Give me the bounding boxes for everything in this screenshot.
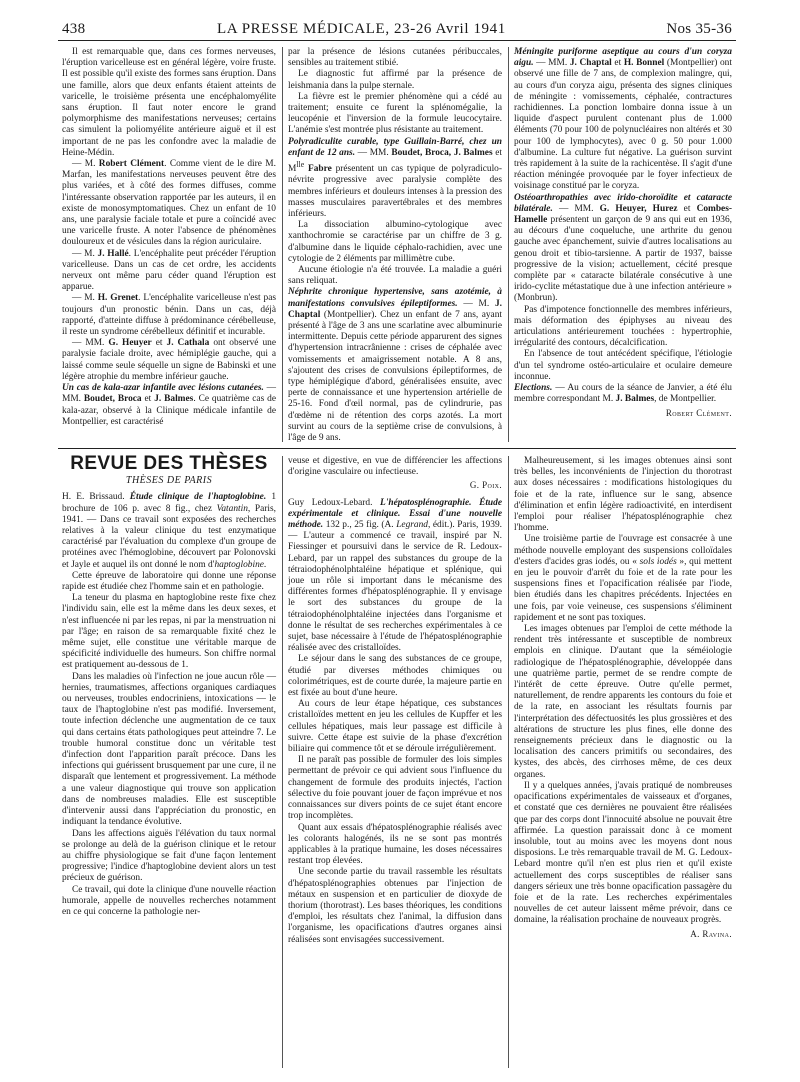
author-name: J. Balmes <box>154 394 194 405</box>
text-run: (Montpellier) ont observé une fille de 7 ans, de complexion malingre, qui, au cours d'un coryza aigu, présenta des signes cliniques de méningite : vomissements, céphalée, contractures rachidiennes. La ponction lombaire donna issue à un liquide d'aspect purulent contenant plus de 1.000 éléments (70 pour 100 de polynucléaires non altérés et 30 pour 100 de lymphocytes), avec 0 g. 50 pour 1.000 d'albumine. La culture fut négative. La guérison survint très rapidement à la suite de la rachicentèse. Il s'agit d'une réaction méningée provoquée par le foyer infectieux de voisinage constitué par le coryza. <box>514 58 732 192</box>
paragraph <box>62 293 276 338</box>
paragraph <box>288 755 502 822</box>
paragraph <box>288 265 502 287</box>
text-run: Le diagnostic fut affirmé par la présence de leishmania dans la pulpe sternale. <box>288 69 502 91</box>
text-run: Le séjour dans le sang des substances de ce groupe, étudié par diverses méthodes chimiques ou colorimétriques, est de courte durée, la majeure partie en est fixée au bout d'une heure. <box>288 654 502 699</box>
author-name: Boudet, Broca <box>83 394 142 405</box>
author-name: G. Heuyer <box>108 338 152 349</box>
text-run: . <box>263 559 267 570</box>
text-run: Il ne paraît pas possible de formuler des lois simples permettant de prévoir ce qui advient sous l'influence du changement de formule des produits injectés, l'action sélective du foie pouvant jouer de façon imprévue et nos connaissances sur divers points de ce sujet étant encore trop incomplètes. <box>288 755 502 822</box>
bottom-column-3 <box>514 456 732 940</box>
paragraph <box>514 781 732 927</box>
text-run: Guy Ledoux-Lebard. <box>288 497 381 508</box>
section-heading: Elections. <box>514 383 553 394</box>
section-heading: L'hépatosplénographie. Étude expérimentale et clinique. Essai d'une nouvelle méthode. <box>288 497 502 531</box>
text-run: — M. <box>457 298 495 309</box>
text-run: — MM. <box>533 58 570 69</box>
text-run: et M <box>288 147 502 175</box>
paragraph <box>62 383 276 428</box>
author-name: J. Chaptal <box>288 298 502 320</box>
paragraph <box>288 498 502 655</box>
paragraph <box>288 654 502 699</box>
text-run: présentent un cas typique de polyradiculo-névrite progressive avec paralysie complète des membres inférieurs et douleurs intenses à la pression des masses musculaires paravertébrales et des membres inférieurs. <box>288 164 502 219</box>
text-run: et <box>677 203 697 214</box>
text-run: — M. <box>72 248 98 259</box>
author-name: Boudet, Broca, J. Balmes <box>391 147 493 158</box>
text-run: Ce travail, qui dote la clinique d'une nouvelle réaction humorale, appelle de nouvelles recherches notamment en ce qui concerne la pathologie ner- <box>62 884 276 917</box>
paragraph <box>514 534 732 624</box>
text-run: — MM. <box>72 338 109 349</box>
section-heading: Étude clinique de l'haptoglobine. <box>129 492 267 503</box>
author-name: Combes-Hamelle <box>514 203 732 226</box>
text-run: Une seconde partie du travail rassemble les résultats d'hépatosplénographies obtenues par l'injection de métaux en suspension et en particulier de dioxyde de thorium (thorotrast). Les bases théoriques, les conditions d'emploi, les résultats chez l'animal, la diffusion dans l'organisme, les opacifications d'autres organes ainsi réalisées sont envisagées successivement. <box>288 867 502 945</box>
text-run: . L'encéphalite peut précéder l'éruption varicelleuse. Dans un cas de cet ordre, les accidents nerveux ont même paru céder quand l'éruption est apparue. <box>62 248 276 293</box>
text-run: et <box>151 338 167 349</box>
author-signature: A. Ravina. <box>690 928 732 939</box>
text-run: , Paris, 1941. — Dans ce travail sont exposées des recherches relatives à la valeur clinique du test enzymatique caractérisé par l'évaluation du complexe d'un groupe de protéines avec l'hémoglobine, découvert par Polonovski et Jayle et auquel ils ont donné le nom d' <box>62 503 277 570</box>
section-heading: Polyradiculite curable, type Guillain-Barré, chez un enfant de 12 ans. <box>288 136 502 158</box>
paragraph <box>62 571 276 593</box>
text-run: Aucune étiologie n'a été trouvée. La maladie a guéri sans reliquat. <box>288 264 502 287</box>
text-run: La teneur du plasma en haptoglobine reste fixe chez l'individu sain, elle est la même dans les deux sexes, et n'est influencée ni par les repas, ni par la menstruation ni par l'âge; en raison de sa remarquable fixité chez le même sujet, elle constitue une véritable marque de spécificité individuelle des humeurs. Son chiffre normal est pratiquement au-dessous de 1. <box>62 593 276 671</box>
column-divider <box>508 47 509 442</box>
top-column-2 <box>288 47 502 444</box>
author-name: Fabre <box>307 164 332 175</box>
text-run: Cette épreuve de laboratoire qui donne une réponse rapide est étudiée chez l'homme sain et en pathologie. <box>62 570 276 593</box>
paragraph <box>288 47 502 69</box>
text-run: lle <box>296 160 305 170</box>
paragraph <box>288 823 502 868</box>
paragraph <box>288 220 502 265</box>
text-run: En l'absence de tout antécédent spécifique, l'étiologie d'un tel syndrome ostéo-articulaire et oculaire demeure inconnue. <box>514 349 732 382</box>
text-run: — MM. <box>552 203 600 214</box>
text-run: et <box>141 394 155 405</box>
paragraph <box>62 159 276 249</box>
text-run: Les images obtenues par l'emploi de cette méthode la rendent très intéressante et susceptible de nombreux emplois en clinique. D'autant que la séméiologie radiologique de l'hépatosplénographie, développée dans une quatrième partie, permet de se rendre compte de l'intérêt de cette épreuve. Outre qu'elle permet, naturellement, de rendre apparents les contours du foie et de la rate, en associant les résultats fournis par l'interprétation des défectuosités les plus grossières et des altérations de structure les plus fines, elle donne des renseignements précieux dans le diagnostic ou la localisation des cancers primitifs ou secondaires, des kystes, des abcès, des cirrhoses même, de ces deux organes. <box>514 624 732 780</box>
paragraph <box>514 383 732 405</box>
paragraph <box>514 624 732 781</box>
paragraph <box>288 867 502 945</box>
paragraph <box>62 249 276 294</box>
text-run: Une troisième partie de l'ouvrage est consacrée à une méthode nouvelle employant des suspensions colloïdales d'esters d'acides gras iodés, ou « <box>514 534 732 567</box>
text-run: par la présence de lésions cutanées péribuccales, sensibles au traitement stibié. <box>288 47 502 69</box>
paragraph <box>288 456 502 478</box>
paragraph <box>288 137 502 221</box>
text-run: Au cours de leur étape hépatique, ces substances cristalloïdes mettent en jeu les cellules de Kupffer et les cellules hépatiques, mais leur passage est difficile à suivre. Cette étape est suivie de la phase d'excrétion biliaire qui commence tôt et se déroule irrégulièrement. <box>288 699 502 755</box>
issue-date: , 23-26 Avril 1941 <box>385 21 506 37</box>
text-run: veuse et digestive, en vue de différencier les affections d'origine vasculaire ou infectieuse. <box>288 456 502 478</box>
paragraph <box>514 47 732 193</box>
bottom-column-1 <box>62 453 277 918</box>
text-run: . Comme vient de le dire M. Marfan, les manifestations nerveuses peuvent être des plus variées, et à côté des formes diffuses, comme l'intéressante observation rapportée par les auteurs, il en existe de monosymptomatiques. Chez un enfant de 10 ans, une paralysie faciale totale et pure a coïncidé avec une varicelle fruste. A noter l'absence de phénomènes douloureux et de vésicules dans la région auriculaire. <box>62 159 276 248</box>
journal-title <box>217 21 506 38</box>
top-column-3 <box>514 47 732 419</box>
text-run: . Ce quatrième cas de kala-azar, observé à la Clinique médicale infantile de Montpellier, est caractérisé <box>62 394 276 427</box>
author-name: J. Balmes <box>615 394 655 405</box>
text-run: H. E. Brissaud. <box>62 492 130 503</box>
paragraph <box>514 456 732 534</box>
section-heading: Un cas de kala-azar infantile avec lésions cutanées. <box>62 383 264 394</box>
paragraph <box>288 69 502 91</box>
section-rule <box>58 448 736 449</box>
section-heading: Méningite puriforme aseptique au cours d'un coryza aigu. <box>514 47 732 69</box>
journal-name: LA PRESSE MÉDICALE <box>217 21 386 37</box>
subsection-title: THÈSES DE PARIS <box>125 475 213 487</box>
thesis-review-brissaud <box>62 492 276 918</box>
text-run: ont observé une paralysie faciale droite, avec hémiplégie gauche, qui a laissé comme seule séquelle un signe de Babinski et une légère atrophie du membre inférieur gauche. <box>62 338 277 382</box>
column-divider <box>508 456 509 1068</box>
section-heading: Néphrite chronique hypertensive, sans azotémie, à manifestations convulsives épileptiformes. <box>288 287 502 309</box>
text-run: haptoglobine <box>214 559 264 570</box>
paragraph <box>288 287 502 444</box>
text-run: (Montpellier). Chez un enfant de 7 ans, ayant présenté à l'âge de 3 ans une scarlatine avec albuminurie intermittente. Depuis cette période apparurent des signes d'hypertension intracrânienne : crises de céphalée avec vomissements et amaigrissement notable. A 8 ans, s'ajoutent des crises de convulsions épileptiformes, de type hémiplégique d'abord, généralisées ensuite, avec perte de connaissance et une hypertension artérielle de 25-16. Fond d'œil normal, pas de cylindrurie, pas d'œdème ni de rétention des corps azotés. La mort survint au cours de la septième crise de convulsions, à l'âge de 9 ans. <box>288 309 502 444</box>
text-run: Malheureusement, si les images obtenues ainsi sont très belles, les inconvénients de l'injection du thorotrast aux doses nécessaires : modifications histologiques du foie et de la rate, influence sur le sang, absence d'élimination et enfin légère radioactivité, en interdisent l'emploi pour réaliser l'hépatosplénographie chez l'homme. <box>514 456 732 534</box>
author-name: J. Hallé <box>97 248 129 259</box>
text-run: présentent un garçon de 9 ans qui eut en 1936, au décours d'une coqueluche, une arthrite du genou gauche avec épanchement, suivie d'autres localisations au genou droit et tibio-tarsienne. A partir de 1937, baisse progressive de la vision; actuellement, cécité presque complète par « cataracte bilatérale consécutive à une irido-cyclite métastatique due à une infection antérieure » (Monbrun). <box>514 215 732 304</box>
text-run: Quant aux essais d'hépatosplénographie réalisés avec les colorants halogénés, ils ne se sont pas montrés applicables à la pratique humaine, les doses nécessaires restant trop élevées. <box>288 822 502 867</box>
paragraph <box>62 829 276 885</box>
text-run: — Au cours de la séance de Janvier, a été élu membre correspondant M. <box>514 383 732 405</box>
text-run: Dans les maladies où l'infection ne joue aucun rôle — hernies, traumatismes, affections organiques cardiaques ou nerveuses, troubles endocriniens, intoxications — le taux de l'haptoglobine n'est pas modifié. Inversement, toute infection déclenche une augmentation de ce taux qui dans certains états pathologiques peut atteindre 7. Le trouble humoral constitue donc un véritable test d'infection dont l'apparition paraît précoce. Dans les infections qui guérissent brusquement par une cure, il ne disparaît que lentement et progressivement. La méthode a une valeur diagnostique qui trouve son application dans de nombreuses maladies. Elle est susceptible d'intervenir aussi dans l'appréciation du pronostic, en indiquant la tendance évolutive. <box>62 671 276 828</box>
text-run: La dissociation albumino-cytologique avec xanthochromie se caractérise par un chiffre de 3 g. d'albumine dans le liquide céphalo-rachidien, avec une cytologie de 2 éléments par millimètre cube. <box>288 220 502 264</box>
paragraph <box>514 305 732 350</box>
text-run: , de Montpellier. <box>654 394 717 405</box>
text-run: 132 p., 25 fig. (A. <box>323 520 397 531</box>
text-run: — MM. <box>62 383 277 405</box>
text-run: La fièvre est le premier phénomène qui a cédé au traitement; ensuite ce furent la splénomégalie, la leucopénie et l'inversion de la formule leucocytaire. L'anémie s'est montrée plus résistante au traitement. <box>288 91 502 136</box>
column-divider <box>282 456 283 1068</box>
author-name: Robert Clément <box>98 159 165 170</box>
text-run: Dans les affections aiguës l'élévation du taux normal se prolonge au delà de la guérison clinique et le retour au chiffre physiologique se fait d'une façon lentement progressive; l'indice d'haptoglobine devient alors un test précieux de guérison. <box>62 828 276 884</box>
paragraph <box>62 492 276 570</box>
text-run: — MM. <box>355 147 392 158</box>
issue-number: Nos 35-36 <box>666 21 732 37</box>
text-run: , édit.). Paris, 1939. — L'auteur a commencé ce travail, inspiré par N. Fiessinger et poursuivi dans le service de R. Ledoux-Lebard, par un rappel des substances du groupe de la tétraiodophénolphtaléine hépatique et splénique, qui joue un rôle si important dans le mécanisme des différentes formes d'hépatosplénographie. Il y envisage le sort des substances du groupe de la tétraiodophénolphtaléine injectées dans l'organisme et donne le résultat de ses recherches expérimentales à ce sujet, base nécessaire à l'étude de l'hépatosplénographie réalisée avec des cristalloïdes. <box>288 520 502 654</box>
author-signature: G. Poix. <box>469 480 502 491</box>
paragraph <box>288 699 502 755</box>
author-name: J. Chaptal <box>569 58 612 69</box>
bottom-column-2 <box>288 456 502 946</box>
text-run: . L'encéphalite varicelleuse n'est pas toujours d'un pronostic bénin. Dans un cas, déjà rapporté, d'atteinte diffuse à prédominance cérébelleuse, il reste un syndrome cérébelleux définitif et incurable. <box>62 293 276 338</box>
top-column-1 <box>62 47 276 428</box>
section-title: REVUE DES THÈSES <box>70 453 268 474</box>
text-run: — M. <box>72 293 98 304</box>
author-name: J. Cathala <box>166 338 210 349</box>
author-signature: Robert Clément. <box>665 407 732 418</box>
paragraph <box>62 593 276 671</box>
text-run: Il y a quelques années, j'avais pratiqué de nombreuses opacifications expérimentales de vaisseaux et d'organes, et constaté que ces dernières ne pouvaient être réalisées que par des corps dont l'innocuité absolue ne pouvait être affirmée. La question paraissait donc à ce moment insoluble, tout au moins avec les moyens dont nous disposions. Le très remarquable travail de M. G. Ledoux-Lebard montre qu'il n'en est plus rien et qu'il existe actuellement des corps susceptibles de réaliser sans dangers sérieux une très bonne opacification passagère du foie et de la rate. Les recherches expérimentales nouvelles de cet auteur laissent même prévoir, dans ce domaine, la réalisation prochaine de nouveaux progrès. <box>514 780 732 926</box>
author-name: H. Grenet <box>97 293 139 304</box>
text-run: Legrand <box>396 520 428 531</box>
paragraph <box>288 92 502 137</box>
text-run: », qui mettent en jeu le pouvoir d'arrêt du foie et de la rate pour les suspensions fines et l'opacification réalisée par l'iode, bien étudiés dans les chapitres précédents. Injectées en une fois, par voie veineuse, ces suspensions s'éliminent rapidement et ne sont pas toxiques. <box>514 556 732 623</box>
author-name: G. Heuyer, Hurez <box>599 203 678 214</box>
paragraph <box>514 349 732 383</box>
paragraph <box>62 338 276 383</box>
text-run: sols iodés <box>639 556 677 567</box>
author-name: H. Bonnel <box>623 58 665 69</box>
paragraph <box>62 885 276 919</box>
text-run: 1 brochure de 106 p. avec 8 fig., chez <box>62 492 277 514</box>
page-number: 438 <box>62 21 86 37</box>
paragraph <box>514 193 732 305</box>
section-heading: Ostéoarthropathies avec irido-choroïdite et cataracte bilatérale. <box>514 192 732 214</box>
text-run: — M. <box>72 159 99 170</box>
text-run: et <box>611 58 624 69</box>
page-header <box>62 21 732 41</box>
header-rule <box>58 40 736 41</box>
text-run: Vatantin <box>216 503 248 514</box>
paragraph <box>62 47 276 159</box>
paragraph <box>62 672 276 829</box>
text-run: Il est remarquable que, dans ces formes nerveuses, l'éruption varicelleuse est en général légère, voire fruste. Il est possible qu'il existe des formes sans éruption. Dans une famille, alors que deux enfants étaient atteints de varicelle, le troisième présenta une encéphalomyélite sans éruption. Il faut noter encore le grand polymorphisme des manifestations nerveuses; certains cas simulent la poliomyélite antérieure aiguë et il est important de ne pas les confondre avec la maladie de Heine-Médin. <box>62 47 276 158</box>
column-divider <box>282 47 283 442</box>
text-run: Pas d'impotence fonctionnelle des membres inférieurs, mais déformation des épiphyses au niveau des articulations antérieurement touchées : hypertrophie, irrégularité des contours, décalcification. <box>514 304 732 349</box>
